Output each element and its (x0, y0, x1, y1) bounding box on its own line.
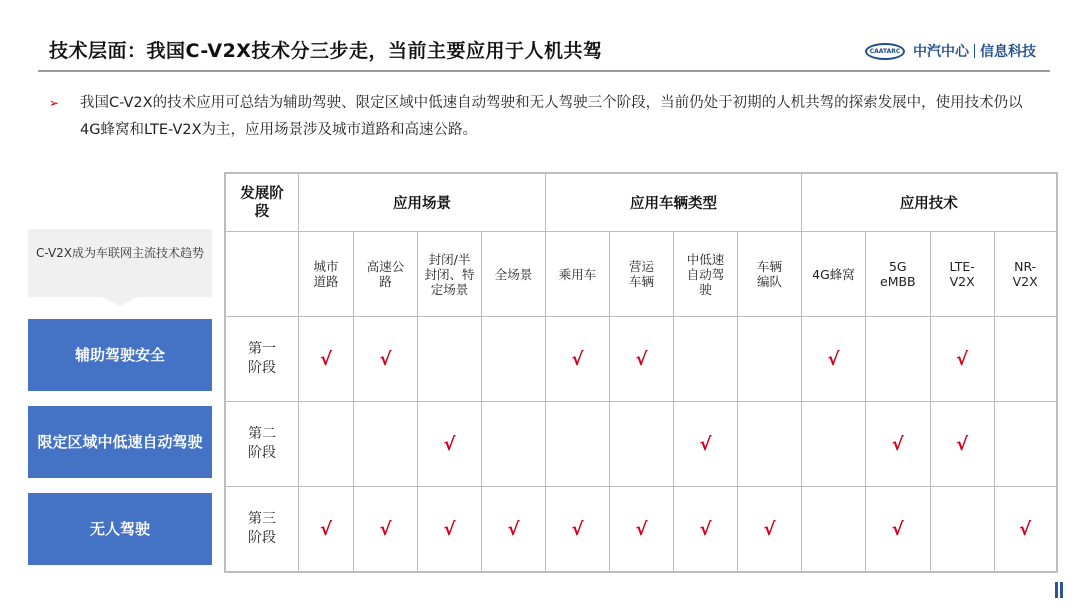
check-cell: √ (674, 402, 738, 487)
check-cell (482, 317, 546, 402)
check-cell: √ (354, 487, 418, 572)
check-cell: √ (299, 317, 354, 402)
logo-name: 中汽中心 (913, 44, 969, 60)
logo-mark-icon: CAATARC (865, 43, 905, 60)
check-cell (994, 317, 1056, 402)
check-cell: √ (546, 317, 610, 402)
column-header-phase (226, 232, 299, 317)
check-cell (802, 402, 866, 487)
trend-label: C-V2X成为车联网主流技术趋势 (28, 229, 212, 297)
company-logo (865, 40, 1036, 62)
column-header: 中低速自动驾驶 (674, 232, 738, 317)
check-cell: √ (546, 487, 610, 572)
page-title: 技术层面：我国C-V2X技术分三步走，当前主要应用于人机共驾 (49, 40, 603, 62)
column-header: 乘用车 (546, 232, 610, 317)
check-cell (418, 317, 482, 402)
column-header: 城市道路 (299, 232, 354, 317)
check-cell (354, 402, 418, 487)
check-cell: √ (610, 487, 674, 572)
check-cell (610, 402, 674, 487)
page-marker-icon (1055, 582, 1063, 598)
check-cell: √ (866, 402, 931, 487)
summary-text: 我国C-V2X的技术应用可总结为辅助驾驶、限定区域中低速自动驾驶和无人驾驶三个阶段，当前仍处于初期的人机共驾的探索发展中，使用技术仍以4G蜂窝和LTE-V2X为主，应用场景涉及城市道路和高速公路。 (80, 95, 1023, 138)
table-row (226, 317, 1057, 402)
phase-label: 第一阶段 (226, 317, 299, 402)
column-header: 高速公路 (354, 232, 418, 317)
check-cell: √ (418, 487, 482, 572)
group-header-technology: 应用技术 (802, 174, 1057, 232)
logo-subtitle: 信息科技 (980, 44, 1036, 60)
check-cell: √ (674, 487, 738, 572)
column-header: LTE-V2X (930, 232, 994, 317)
phase-label: 第二阶段 (226, 402, 299, 487)
check-cell (738, 402, 802, 487)
check-cell: √ (930, 317, 994, 402)
group-header-vehicles: 应用车辆类型 (546, 174, 802, 232)
table-row (226, 487, 1057, 572)
stage-box-3: 无人驾驶 (28, 493, 212, 565)
check-cell: √ (738, 487, 802, 572)
check-cell (866, 317, 931, 402)
check-cell (299, 402, 354, 487)
logo-separator (974, 44, 975, 58)
column-header: 封闭/半封闭、特定场景 (418, 232, 482, 317)
column-header: NR-V2X (994, 232, 1056, 317)
title-divider (38, 70, 1050, 72)
check-cell (738, 317, 802, 402)
stage-matrix-table (224, 172, 1058, 573)
corner-header: 发展阶段 (226, 174, 299, 232)
check-cell: √ (930, 402, 994, 487)
check-cell: √ (418, 402, 482, 487)
bullet-arrow-icon: ➢ (49, 96, 60, 110)
check-cell (802, 487, 866, 572)
check-cell: √ (994, 487, 1056, 572)
stage-box-2: 限定区域中低速自动驾驶 (28, 406, 212, 478)
table-row (226, 402, 1057, 487)
check-cell (994, 402, 1056, 487)
check-cell: √ (354, 317, 418, 402)
check-cell: √ (299, 487, 354, 572)
column-header: 车辆编队 (738, 232, 802, 317)
phase-label: 第三阶段 (226, 487, 299, 572)
stage-box-1: 辅助驾驶安全 (28, 319, 212, 391)
check-cell: √ (802, 317, 866, 402)
column-header: 5G eMBB (866, 232, 931, 317)
check-cell (482, 402, 546, 487)
check-cell (674, 317, 738, 402)
trend-pointer-icon (103, 297, 137, 306)
column-header: 全场景 (482, 232, 546, 317)
group-header-scenarios: 应用场景 (299, 174, 546, 232)
check-cell (930, 487, 994, 572)
column-header: 营运车辆 (610, 232, 674, 317)
column-header: 4G蜂窝 (802, 232, 866, 317)
check-cell (546, 402, 610, 487)
check-cell: √ (866, 487, 931, 572)
check-cell: √ (482, 487, 546, 572)
check-cell: √ (610, 317, 674, 402)
